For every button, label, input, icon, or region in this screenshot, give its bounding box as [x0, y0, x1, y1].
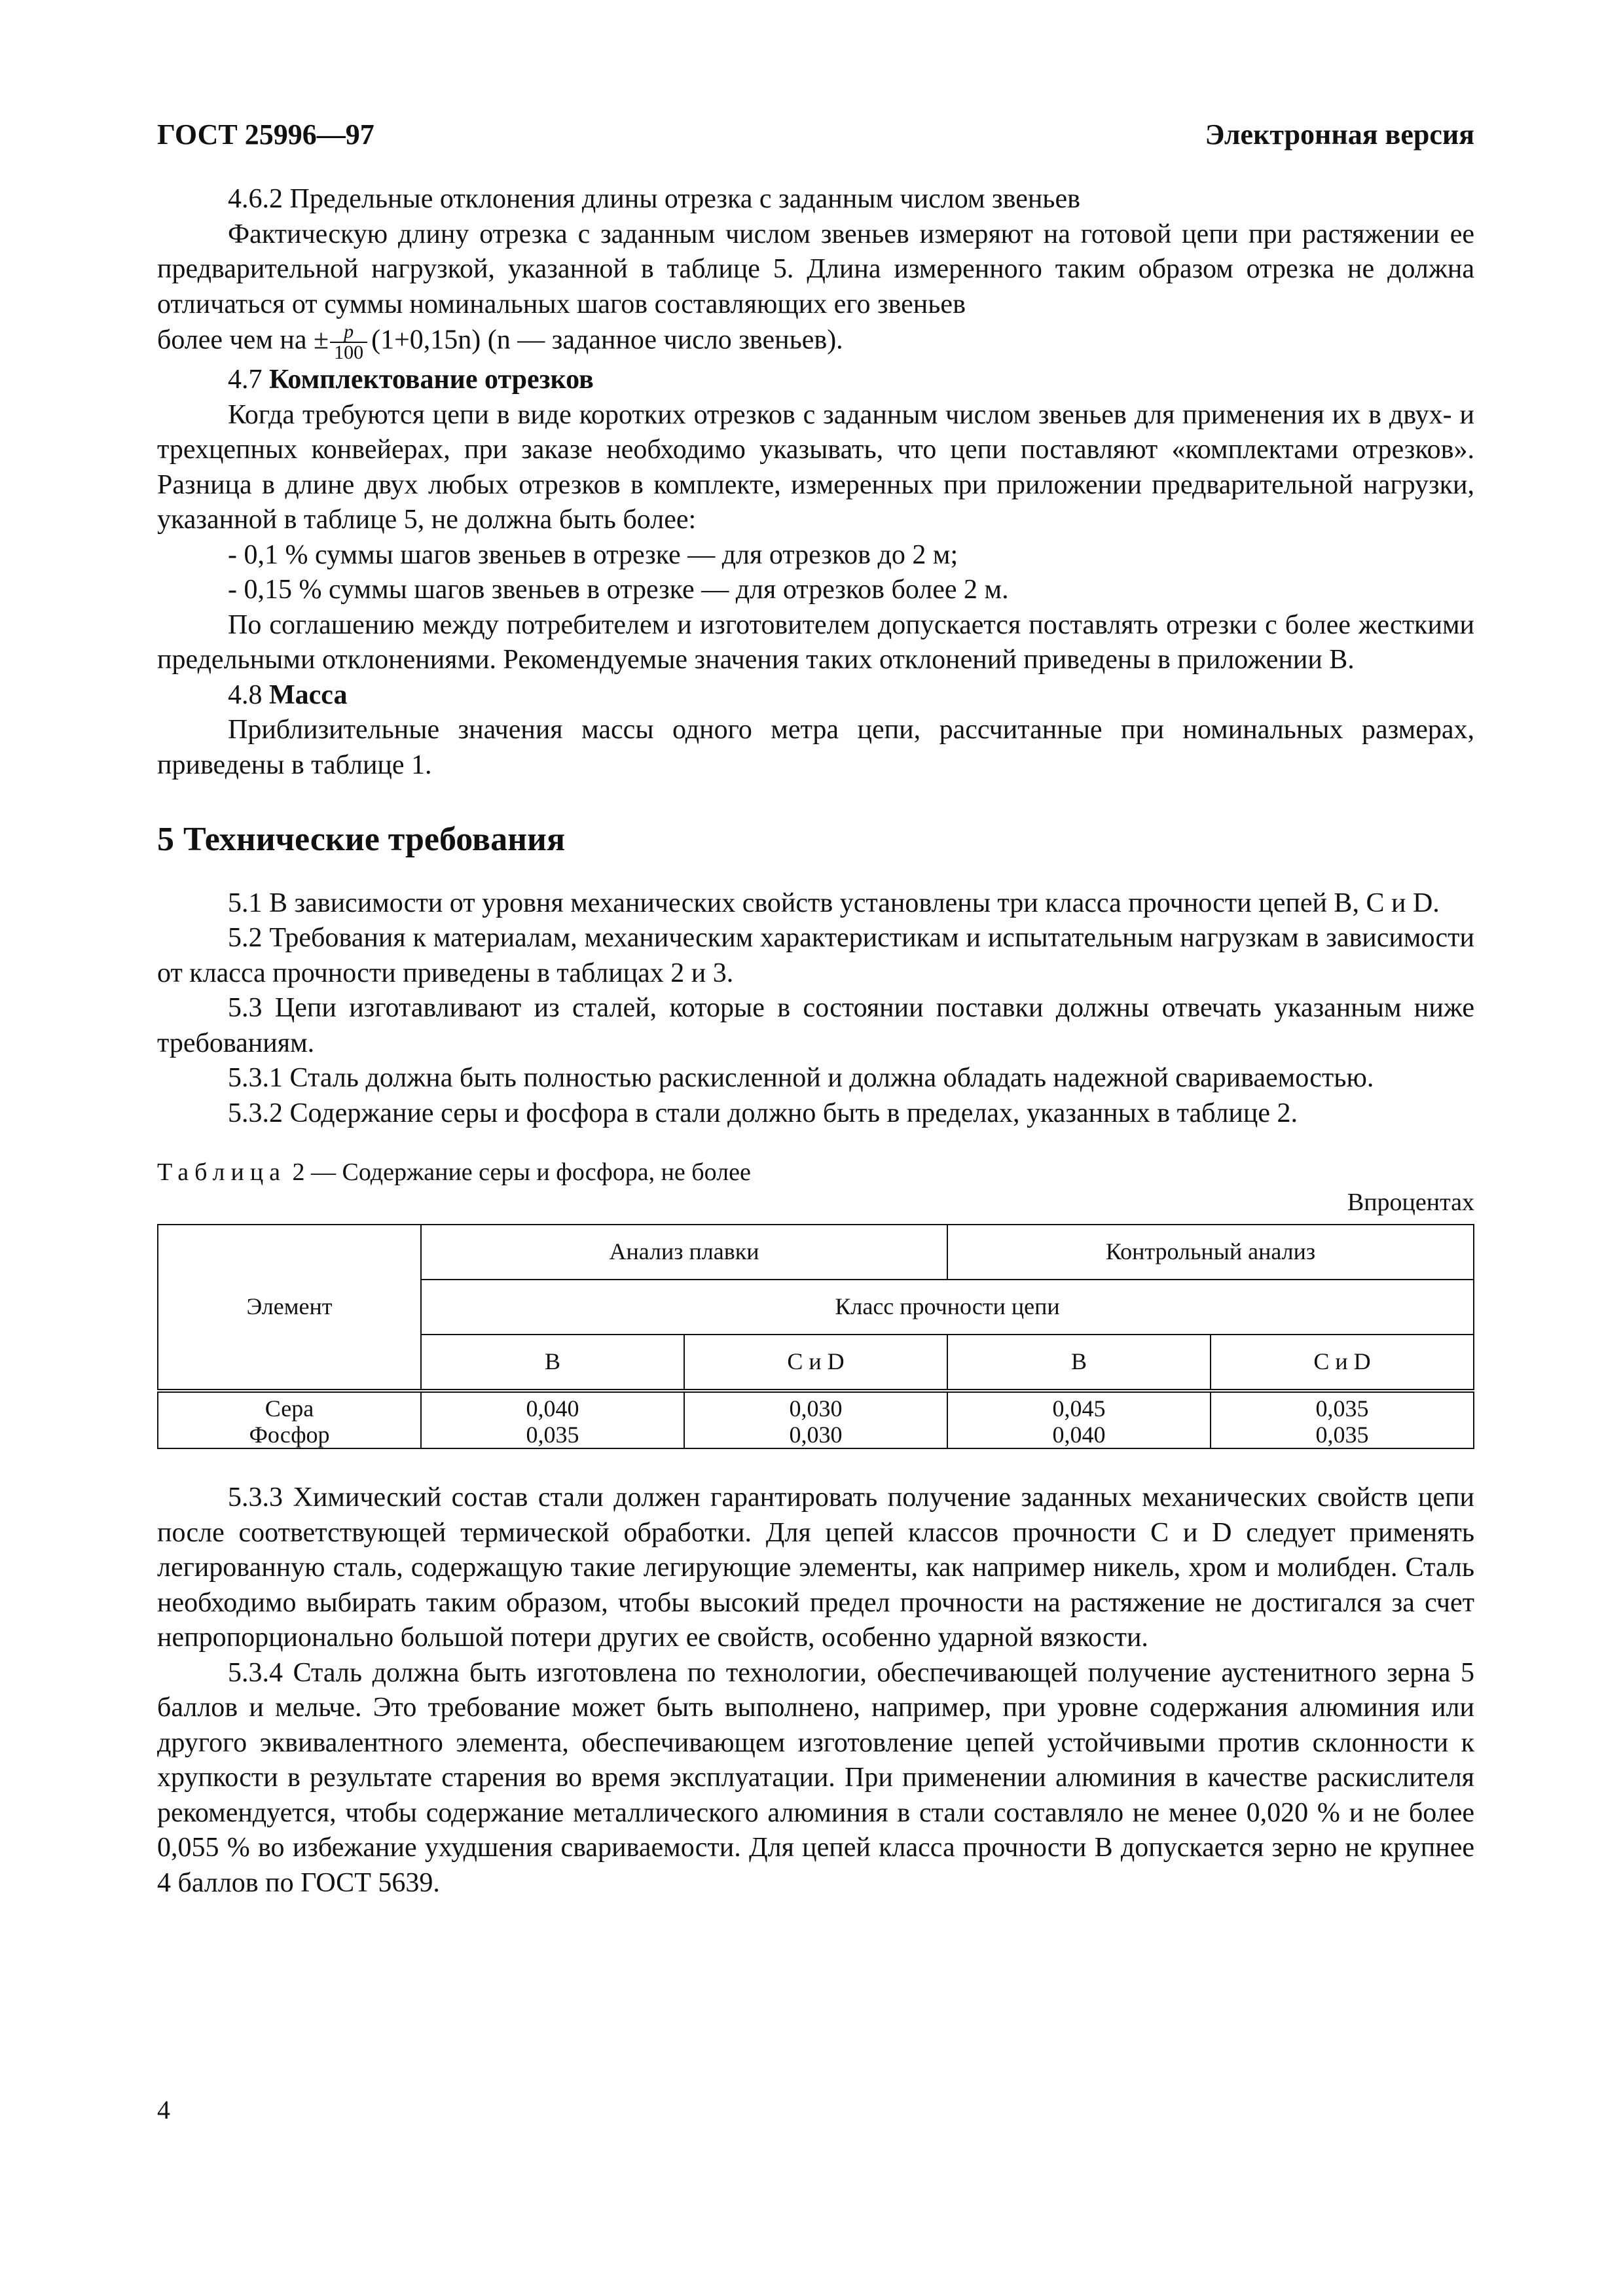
clause-title: Масса — [269, 679, 348, 710]
value-cell: 0,035 — [1211, 1391, 1474, 1422]
value-cell: 0,045 — [947, 1391, 1211, 1422]
clause-4-8-heading — [157, 678, 1474, 713]
class-column-header: С и D — [684, 1335, 947, 1391]
fraction — [330, 322, 367, 363]
clause-4-8-text: Приблизительные значения массы одного метра цепи, рассчитанные при номинальных размерах, приведены в таблице 1. — [157, 715, 1474, 780]
clause-4-6-2-text: Фактическую длину отрезка с заданным числом звеньев измеряют на готовой цепи при растяжении ее предварительной нагрузкой, указанной в таблице 5. Длина измеренного таким образом отрезка не должна отличаться от суммы номинальных шагов составляющих его звеньев — [157, 219, 1474, 319]
fraction-denominator: 100 — [334, 342, 364, 363]
value-cell: 0,030 — [684, 1391, 947, 1422]
clause-number: 4.7 — [228, 365, 263, 395]
table-caption-word: Таблица — [157, 1158, 287, 1186]
clause-5-1: 5.1 В зависимости от уровня механических свойств установлены три класса прочности цепей В, С и D. — [228, 888, 1440, 918]
clause-4-7-heading — [157, 363, 1474, 398]
table-caption — [157, 1157, 1474, 1187]
clause-5-3-2: 5.3.2 Содержание серы и фосфора в стали должно быть в пределах, указанных в таблице 2. — [228, 1098, 1298, 1128]
clause-5-3: 5.3 Цепи изготавливают из сталей, которые в состоянии поставки должны отвечать указанным ниже требованиям. — [157, 993, 1474, 1058]
sulfur-phosphorus-table — [157, 1224, 1474, 1449]
clause-5-2: 5.2 Требования к материалам, механическим характеристикам и испытательным нагрузкам в зависимости от класса прочности приведены в таблицах 2 и 3. — [157, 923, 1474, 988]
class-header: Класс прочности цепи — [421, 1280, 1474, 1335]
value-cell: 0,030 — [684, 1422, 947, 1448]
class-column-header: С и D — [1211, 1335, 1474, 1391]
formula-prefix: более чем на ± — [157, 325, 329, 355]
clause-4-7-text: Когда требуются цепи в виде коротких отрезков с заданным числом звеньев для применения их в двух- и трехцепных конвейерах, при заказе необходимо указывать, что цепи поставляют «комплектами отрезков». Разница в длине двух любых отрезков в комплекте, измеренных при приложении предварительной нагрузки, указанной в таблице 5, не должна быть более: — [157, 399, 1474, 535]
table-row — [158, 1391, 1474, 1422]
column-group-melt: Анализ плавки — [421, 1225, 947, 1280]
clause-number: 4.8 — [228, 679, 263, 710]
list-item: - 0,1 % суммы шагов звеньев в отрезке — для отрезков до 2 м; — [228, 539, 958, 570]
clause-4-6-2-title: 4.6.2 Предельные отклонения длины отрезка с заданным числом звеньев — [228, 184, 1080, 214]
clause-5-3-4: 5.3.4 Сталь должна быть изготовлена по технологии, обеспечивающей получение аустенитного зерна 5 баллов и мельче. Это требование может быть выполнено, например, при уровне содержания алюминия или другого эквивалентного элемента, обеспечивающем изготовление цепей устойчивыми против склонности к хрупкости в результате старения во время эксплуатации. При применении алюминия в качестве раскислителя рекомендуется, чтобы содержание металлического алюминия в стали составляло не менее 0,020 % и не более 0,055 % во избежание ухудшения свариваемости. Для цепей класса прочности В допускается зерно не крупнее 4 баллов по ГОСТ 5639. — [157, 1657, 1474, 1898]
value-cell: 0,035 — [421, 1422, 684, 1448]
clause-4-6-2-formula — [157, 322, 1474, 363]
table-caption-text: 2 — Содержание серы и фосфора, не более — [292, 1158, 751, 1186]
clause-title: Комплектование отрезков — [269, 365, 594, 395]
section-number: 5 — [157, 821, 174, 858]
page-number: 4 — [157, 2095, 170, 2125]
table-row — [158, 1422, 1474, 1448]
clause-5-3-3: 5.3.3 Химический состав стали должен гарантировать получение заданных механических свойств цепи после соответствующей термической обработки. Для цепей классов прочности С и D следует применять легированную сталь, содержащую такие легирующие элементы, как например никель, хром и молибден. Сталь необходимо выбирать таким образом, чтобы высокий предел прочности на растяжение не достигался за счет непропорционально большой потери других ее свойств, особенно ударной вязкости. — [157, 1482, 1474, 1653]
value-cell: 0,040 — [947, 1422, 1211, 1448]
column-header-element: Элемент — [158, 1225, 421, 1391]
document-code: ГОСТ 25996—97 — [157, 118, 374, 151]
column-group-control: Контрольный анализ — [947, 1225, 1474, 1280]
clause-5-3-1: 5.3.1 Сталь должна быть полностью раскисленной и должна обладать надежной свариваемостью. — [228, 1063, 1374, 1093]
value-cell: 0,040 — [421, 1391, 684, 1422]
element-cell: Фосфор — [158, 1422, 421, 1448]
document-body — [157, 182, 1474, 1901]
section-heading — [157, 822, 1474, 857]
version-label: Электронная версия — [1205, 118, 1474, 151]
clause-4-7-text-2: По соглашению между потребителем и изготовителем допускается поставлять отрезки с более жесткими предельными отклонениями. Рекомендуемые значения таких отклонений приведены в приложении В. — [157, 609, 1474, 675]
class-column-header: В — [947, 1335, 1211, 1391]
table-units: Впроцентах — [1347, 1189, 1474, 1216]
list-item: - 0,15 % суммы шагов звеньев в отрезке — для отрезков более 2 м. — [228, 575, 1009, 605]
element-cell: Сера — [158, 1391, 421, 1422]
class-column-header: В — [421, 1335, 684, 1391]
section-title: Технические требования — [183, 821, 566, 858]
fraction-numerator: p — [330, 322, 367, 343]
value-cell: 0,035 — [1211, 1422, 1474, 1448]
formula-suffix: (1+0,15n) (n — заданное число звеньев). — [371, 325, 843, 355]
